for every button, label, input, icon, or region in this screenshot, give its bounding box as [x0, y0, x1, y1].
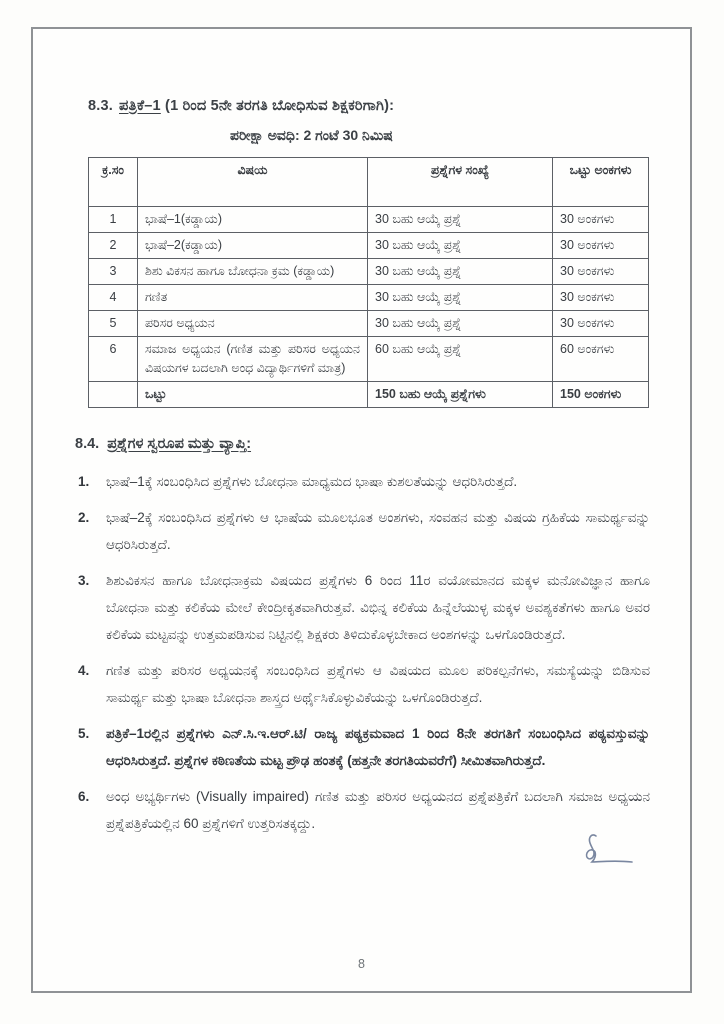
cell-total-marks: 150 ಅಂಕಗಳು: [553, 382, 649, 408]
list-item: [78, 657, 650, 711]
cell-serial: 1: [89, 207, 138, 233]
section-8-3-title-rest: (1 ರಿಂದ 5ನೇ ತರಗತಿ ಬೋಧಿಸುವ ಶಿಕ್ಷಕರಿಗಾಗಿ):: [160, 98, 395, 114]
list-item: [78, 468, 650, 495]
list-item-number: 5.: [78, 726, 90, 741]
table-row: [89, 259, 649, 285]
table-total-row: [89, 382, 649, 408]
list-item: [78, 567, 650, 648]
cell-subject: ಭಾಷೆ–1(ಕಡ್ಡಾಯ): [138, 207, 368, 233]
list-item: [78, 504, 650, 558]
cell-serial: 6: [89, 337, 138, 382]
cell-marks: 30 ಅಂಕಗಳು: [553, 207, 649, 233]
page-number: 8: [358, 957, 365, 971]
page-content: [75, 96, 650, 846]
list-item-text: ಶಿಶುವಿಕಸನ ಹಾಗೂ ಬೋಧನಾಕ್ರಮ ವಿಷಯದ ಪ್ರಶ್ನೆಗಳು 6 ರಿಂದ 11ರ ವಯೋಮಾನದ ಮಕ್ಕಳ ಮನೋವಿಜ್ಞಾನ ಹಾಗೂ ಬೋಧನಾ ಮತ್ತು ಕಲಿಕೆಯ ಮೇಲೆ ಕೇಂದ್ರೀಕೃತವಾಗಿರುತ್ತವೆ. ವಿಭಿನ್ನ ಕಲಿಕೆಯ ಹಿನ್ನೆಲೆಯುಳ್ಳ ಮಕ್ಕಳ ಅವಶ್ಯಕತೆಗಳು ಹಾಗೂ ಅವರ ಕಲಿಕೆಯ ಮಟ್ಟವನ್ನು ಉತ್ತಮಪಡಿಸುವ ನಿಟ್ಟಿನಲ್ಲಿ ಶಿಕ್ಷಕರು ತಿಳಿದುಕೊಳ್ಳಬೇಕಾದ ಅಂಶಗಳನ್ನು ಒಳಗೊಂಡಿರುತ್ತದೆ.: [106, 573, 650, 642]
question-scope-list: [78, 468, 650, 837]
cell-total-questions: 150 ಬಹು ಆಯ್ಕೆ ಪ್ರಶ್ನೆಗಳು: [368, 382, 553, 408]
list-item-number: 6.: [78, 789, 90, 804]
cell-questions: 30 ಬಹು ಆಯ್ಕೆ ಪ್ರಶ್ನೆ: [368, 207, 553, 233]
cell-marks: 30 ಅಂಕಗಳು: [553, 285, 649, 311]
list-item-number: 3.: [78, 573, 90, 588]
exam-duration: ಪರೀಕ್ಷಾ ಅವಧಿ: 2 ಗಂಟೆ 30 ನಿಮಿಷ: [230, 127, 393, 143]
header-subject: ವಿಷಯ: [138, 158, 368, 207]
cell-subject: ಶಿಶು ವಿಕಸನ ಹಾಗೂ ಬೋಧನಾ ಕ್ರಮ (ಕಡ್ಡಾಯ): [138, 259, 368, 285]
cell-subject: ಪರಿಸರ ಅಧ್ಯಯನ: [138, 311, 368, 337]
section-8-3-number: 8.3.: [88, 98, 113, 114]
list-item-text: ಗಣಿತ ಮತ್ತು ಪರಿಸರ ಅಧ್ಯಯನಕ್ಕೆ ಸಂಬಂಧಿಸಿದ ಪ್ರಶ್ನೆಗಳು ಆ ವಿಷಯದ ಮೂಲ ಪರಿಕಲ್ಪನೆಗಳು, ಸಮಸ್ಯೆಯನ್ನು ಬಿಡಿಸುವ ಸಾಮರ್ಥ್ಯ ಮತ್ತು ಭಾಷಾ ಬೋಧನಾ ಶಾಸ್ತ್ರದ ಅರ್ಥೈಸಿಕೊಳ್ಳುವಿಕೆಯನ್ನು ಒಳಗೊಂಡಿರುತ್ತದೆ.: [106, 663, 650, 705]
table-row: [89, 311, 649, 337]
header-serial-number: ಕ್ರ.ಸಂ: [89, 158, 138, 207]
list-item-number: 2.: [78, 510, 90, 525]
cell-marks: 30 ಅಂಕಗಳು: [553, 311, 649, 337]
cell-serial: 3: [89, 259, 138, 285]
list-item-text: ಭಾಷೆ–1ಕ್ಕೆ ಸಂಬಂಧಿಸಿದ ಪ್ರಶ್ನೆಗಳು ಬೋಧನಾ ಮಾಧ್ಯಮದ ಭಾಷಾ ಕುಶಲತೆಯನ್ನು ಆಧರಿಸಿರುತ್ತದೆ.: [106, 474, 518, 489]
list-item-text: ಪತ್ರಿಕೆ–1ರಲ್ಲಿನ ಪ್ರಶ್ನೆಗಳು ಎನ್.ಸಿ.ಇ.ಆರ್.ಟಿ/ ರಾಜ್ಯ ಪಠ್ಯಕ್ರಮವಾದ 1 ರಿಂದ 8ನೇ ತರಗತಿಗೆ ಸಂಬಂಧಿಸಿದ ಪಠ್ಯವಸ್ತುವನ್ನು ಆಧರಿಸಿರುತ್ತದೆ. ಪ್ರಶ್ನೆಗಳ ಕಠಿಣತೆಯ ಮಟ್ಟ ಪ್ರೌಢ ಹಂತಕ್ಕೆ (ಹತ್ತನೇ ತರಗತಿಯವರೆಗೆ) ಸೀಮಿತವಾಗಿರುತ್ತದೆ.: [106, 726, 650, 768]
cell-questions: 30 ಬಹು ಆಯ್ಕೆ ಪ್ರಶ್ನೆ: [368, 233, 553, 259]
list-item-text: ಭಾಷೆ–2ಕ್ಕೆ ಸಂಬಂಧಿಸಿದ ಪ್ರಶ್ನೆಗಳು ಆ ಭಾಷೆಯ ಮೂಲಭೂತ ಅಂಶಗಳು, ಸಂವಹನ ಮತ್ತು ವಿಷಯ ಗ್ರಹಿಕೆಯ ಸಾಮರ್ಥ್ಯವನ್ನು ಆಧರಿಸಿರುತ್ತದೆ.: [106, 510, 650, 552]
cell-questions: 30 ಬಹು ಆಯ್ಕೆ ಪ್ರಶ್ನೆ: [368, 285, 553, 311]
exam-structure-table: [88, 157, 649, 408]
section-8-3-heading: [88, 96, 650, 116]
cell-subject: ಗಣಿತ: [138, 285, 368, 311]
cell-subject: ಸಮಾಜ ಅಧ್ಯಯನ (ಗಣಿತ ಮತ್ತು ಪರಿಸರ ಅಧ್ಯಯನ ವಿಷಯಗಳ ಬದಲಾಗಿ ಅಂಧ ವಿದ್ಯಾರ್ಥಿಗಳಿಗೆ ಮಾತ್ರ): [138, 337, 368, 382]
cell-questions: 30 ಬಹು ಆಯ್ಕೆ ಪ್ರಶ್ನೆ: [368, 259, 553, 285]
cell-subject: ಭಾಷೆ–2(ಕಡ್ಡಾಯ): [138, 233, 368, 259]
cell-marks: 30 ಅಂಕಗಳು: [553, 233, 649, 259]
section-8-4-heading: [75, 436, 650, 452]
header-question-count: ಪ್ರಶ್ನೆಗಳ ಸಂಖ್ಯೆ: [368, 158, 553, 207]
table-row: [89, 337, 649, 382]
signature-mark: [570, 832, 648, 876]
section-8-4-number: 8.4.: [75, 436, 100, 452]
cell-questions: 60 ಬಹು ಆಯ್ಕೆ ಪ್ರಶ್ನೆ: [368, 337, 553, 382]
table-row: [89, 233, 649, 259]
table-row: [89, 285, 649, 311]
list-item-text: ಅಂಧ ಅಭ್ಯರ್ಥಿಗಳು (Visually impaired) ಗಣಿತ ಮತ್ತು ಪರಿಸರ ಅಧ್ಯಯನದ ಪ್ರಶ್ನೆಪತ್ರಿಕೆಗೆ ಬದಲಾಗಿ ಸಮಾಜ ಅಧ್ಯಯನ ಪ್ರಶ್ನೆಪತ್ರಿಕೆಯಲ್ಲಿನ 60 ಪ್ರಶ್ನೆಗಳಿಗೆ ಉತ್ತರಿಸತಕ್ಕದ್ದು.: [106, 789, 650, 831]
list-item-number: 1.: [78, 474, 90, 489]
list-item-number: 4.: [78, 663, 90, 678]
list-item: [78, 783, 650, 837]
cell-serial: 5: [89, 311, 138, 337]
cell-serial-empty: [89, 382, 138, 408]
cell-marks: 30 ಅಂಕಗಳು: [553, 259, 649, 285]
table-header-row: [89, 158, 649, 207]
cell-marks: 60 ಅಂಕಗಳು: [553, 337, 649, 382]
cell-questions: 30 ಬಹು ಆಯ್ಕೆ ಪ್ರಶ್ನೆ: [368, 311, 553, 337]
list-item: [78, 720, 650, 774]
cell-serial: 4: [89, 285, 138, 311]
section-8-3-title-underlined: ಪತ್ರಿಕೆ–1: [119, 98, 161, 114]
section-8-4-title: ಪ್ರಶ್ನೆಗಳ ಸ್ವರೂಪ ಮತ್ತು ವ್ಯಾಪ್ತಿ:: [107, 436, 252, 452]
cell-total-label: ಒಟ್ಟು: [138, 382, 368, 408]
cell-serial: 2: [89, 233, 138, 259]
header-total-marks: ಒಟ್ಟು ಅಂಕಗಳು: [553, 158, 649, 207]
table-row: [89, 207, 649, 233]
